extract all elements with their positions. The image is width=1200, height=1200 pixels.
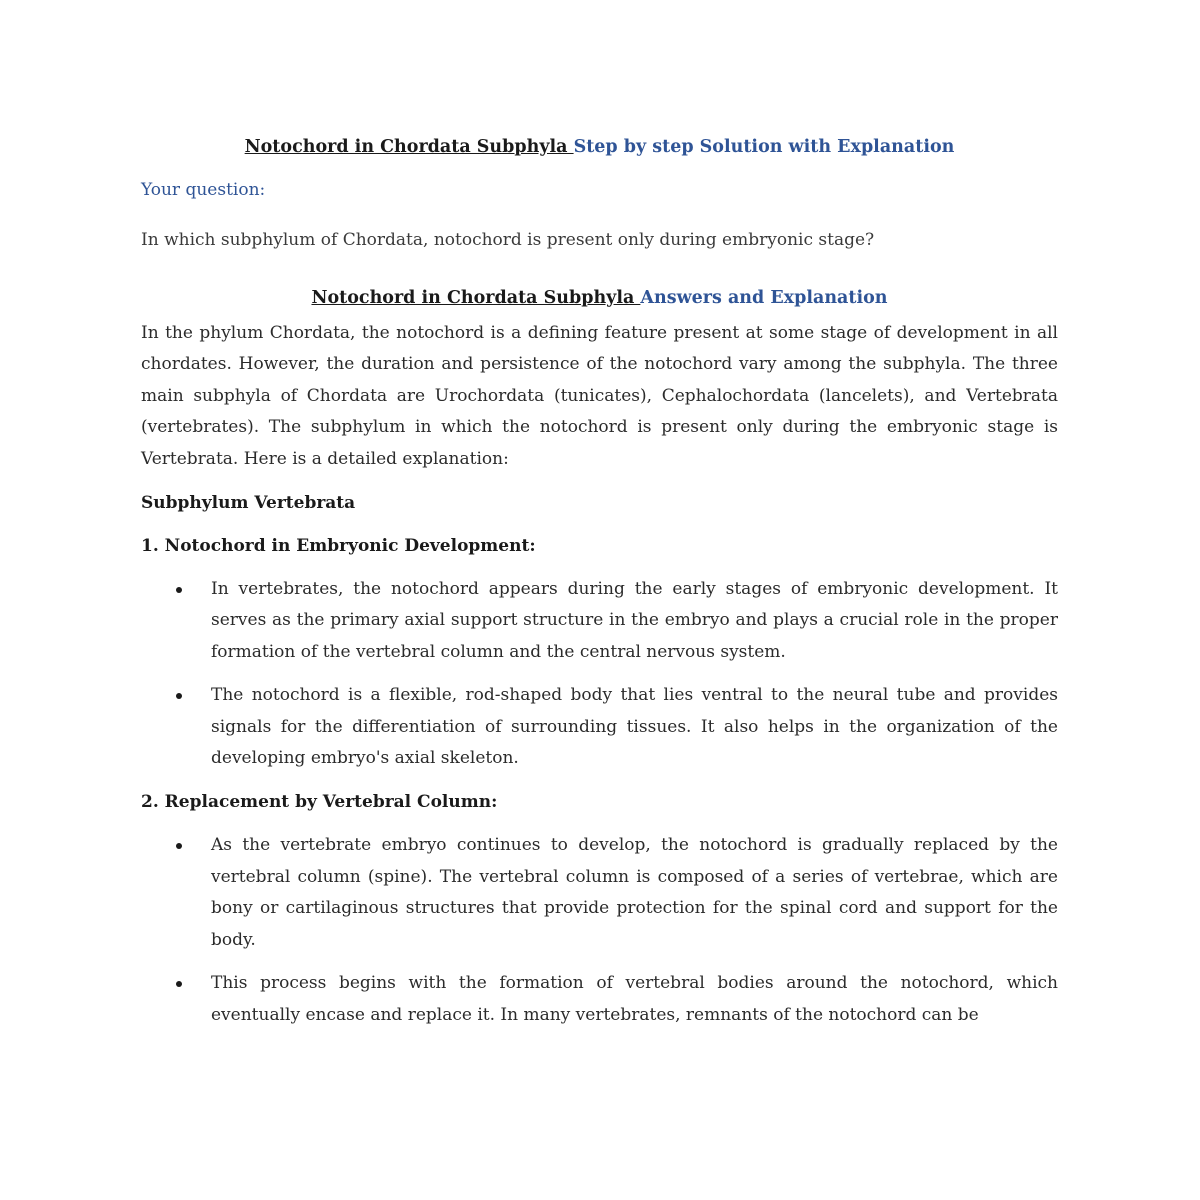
bullet-icon — [176, 981, 182, 987]
list-item — [141, 680, 1058, 774]
question-text: In which subphylum of Chordata, notochord is present only during embryonic stage? — [141, 230, 875, 250]
bullet-icon — [176, 587, 182, 593]
answer-title — [141, 283, 1058, 313]
subphylum-heading: Subphylum Vertebrata — [141, 493, 356, 514]
list-item-text: In vertebrates, the notochord appears during the early stages of embryonic development. It serves as the primary axial support structure in the embryo and plays a crucial role in the proper formation of the vertebral column and the central nervous system. — [211, 579, 1058, 662]
question-label: Your question: — [141, 180, 266, 200]
section-heading-replacement: 2. Replacement by Vertebral Column: — [141, 792, 498, 813]
bullet-list-replacement — [141, 830, 1058, 1030]
section-heading-embryonic: 1. Notochord in Embryonic Development: — [141, 536, 536, 557]
title-topic: Notochord in Chordata Subphyla — [244, 137, 574, 157]
title-subtitle: Step by step Solution with Explanation — [573, 137, 955, 157]
list-item — [141, 968, 1058, 1031]
document-page — [141, 132, 1058, 1043]
page-title — [141, 132, 1058, 162]
bullet-list-embryonic — [141, 574, 1058, 774]
bullet-icon — [176, 843, 182, 849]
list-item — [141, 574, 1058, 668]
list-item — [141, 830, 1058, 956]
list-item-text: This process begins with the formation of vertebral bodies around the notochord, which eventually encase and replace it. In many vertebrates, remnants of the notochord can be — [211, 973, 1058, 1025]
list-item-text: As the vertebrate embryo continues to develop, the notochord is gradually replaced by the vertebral column (spine). The vertebral column is composed of a series of vertebrae, which are bony or cartilaginous structures that provide protection for the spinal cord and support for the body. — [211, 835, 1058, 950]
answer-title-topic: Notochord in Chordata Subphyla — [311, 288, 641, 308]
intro-paragraph: In the phylum Chordata, the notochord is a defining feature present at some stage of development in all chordates. However, the duration and persistence of the notochord vary among the subphyla. The three main subphyla of Chordata are Urochordata (tunicates), Cephalochordata (lancelets), and Vertebrata (vertebrates). The subphylum in which the notochord is present only during the embryonic stage is Vertebrata. Here is a detailed explanation: — [141, 323, 1058, 469]
answer-title-subtitle: Answers and Explanation — [640, 288, 888, 308]
list-item-text: The notochord is a flexible, rod-shaped body that lies ventral to the neural tube and provides signals for the differentiation of surrounding tissues. It also helps in the organization of the developing embryo's axial skeleton. — [211, 685, 1058, 769]
bullet-icon — [176, 693, 182, 699]
